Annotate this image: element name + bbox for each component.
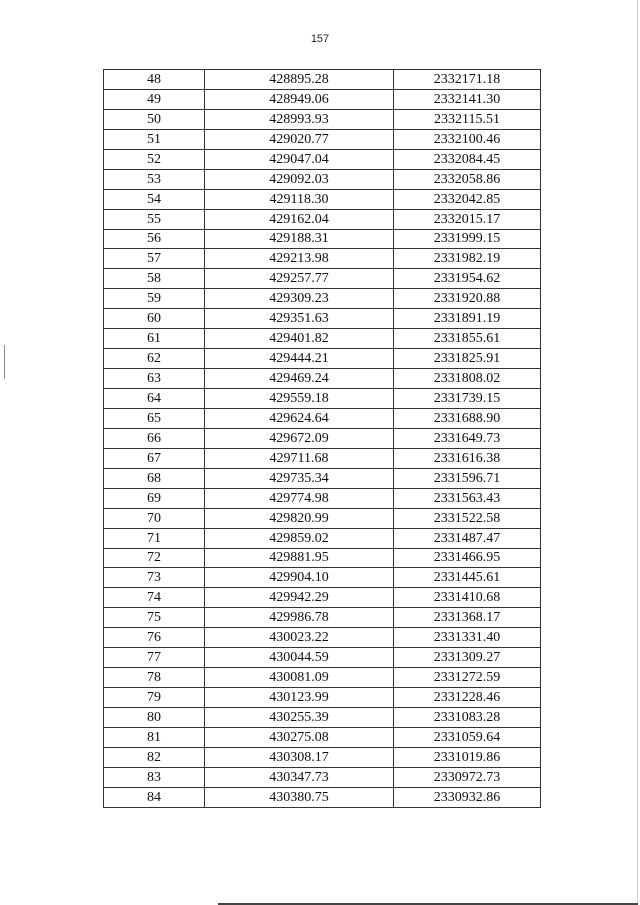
x-coordinate-cell: 429213.98 — [205, 249, 394, 269]
point-number-cell: 73 — [104, 568, 205, 588]
x-coordinate-cell: 430255.39 — [205, 708, 394, 728]
x-coordinate-cell: 429624.64 — [205, 408, 394, 428]
point-number-cell: 84 — [104, 787, 205, 807]
x-coordinate-cell: 430308.17 — [205, 747, 394, 767]
y-coordinate-cell: 2331891.19 — [394, 309, 541, 329]
y-coordinate-cell: 2331808.02 — [394, 369, 541, 389]
x-coordinate-cell: 429881.95 — [205, 548, 394, 568]
point-number-cell: 83 — [104, 767, 205, 787]
x-coordinate-cell: 430347.73 — [205, 767, 394, 787]
table-row — [104, 369, 541, 389]
y-coordinate-cell: 2331019.86 — [394, 747, 541, 767]
point-number-cell: 52 — [104, 149, 205, 169]
x-coordinate-cell: 429401.82 — [205, 329, 394, 349]
x-coordinate-cell: 429188.31 — [205, 229, 394, 249]
x-coordinate-cell: 430023.22 — [205, 628, 394, 648]
table-row — [104, 528, 541, 548]
x-coordinate-cell: 429469.24 — [205, 369, 394, 389]
point-number-cell: 61 — [104, 329, 205, 349]
page-number: 157 — [310, 33, 330, 45]
x-coordinate-cell: 429735.34 — [205, 468, 394, 488]
x-coordinate-cell: 430044.59 — [205, 648, 394, 668]
y-coordinate-cell: 2331309.27 — [394, 648, 541, 668]
table-row — [104, 70, 541, 90]
point-number-cell: 78 — [104, 668, 205, 688]
table-row — [104, 249, 541, 269]
point-number-cell: 69 — [104, 488, 205, 508]
point-number-cell: 67 — [104, 448, 205, 468]
table-row — [104, 209, 541, 229]
point-number-cell: 71 — [104, 528, 205, 548]
table-row — [104, 448, 541, 468]
table-row — [104, 109, 541, 129]
table-row — [104, 787, 541, 807]
x-coordinate-cell: 429820.99 — [205, 508, 394, 528]
x-coordinate-cell: 428949.06 — [205, 89, 394, 109]
table-row — [104, 648, 541, 668]
table-row — [104, 767, 541, 787]
point-number-cell: 76 — [104, 628, 205, 648]
x-coordinate-cell: 429859.02 — [205, 528, 394, 548]
y-coordinate-cell: 2331920.88 — [394, 289, 541, 309]
point-number-cell: 57 — [104, 249, 205, 269]
y-coordinate-cell: 2332042.85 — [394, 189, 541, 209]
point-number-cell: 74 — [104, 588, 205, 608]
x-coordinate-cell: 429444.21 — [205, 349, 394, 369]
point-number-cell: 82 — [104, 747, 205, 767]
y-coordinate-cell: 2330932.86 — [394, 787, 541, 807]
scan-edge-mark — [4, 345, 5, 379]
x-coordinate-cell: 429257.77 — [205, 269, 394, 289]
table-row — [104, 169, 541, 189]
y-coordinate-cell: 2331982.19 — [394, 249, 541, 269]
y-coordinate-cell: 2331954.62 — [394, 269, 541, 289]
table-row — [104, 727, 541, 747]
table-row — [104, 428, 541, 448]
table-row — [104, 488, 541, 508]
y-coordinate-cell: 2330972.73 — [394, 767, 541, 787]
x-coordinate-cell: 429904.10 — [205, 568, 394, 588]
table-row — [104, 747, 541, 767]
x-coordinate-cell: 428993.93 — [205, 109, 394, 129]
x-coordinate-cell: 430081.09 — [205, 668, 394, 688]
table-row — [104, 668, 541, 688]
x-coordinate-cell: 429774.98 — [205, 488, 394, 508]
y-coordinate-cell: 2331688.90 — [394, 408, 541, 428]
point-number-cell: 49 — [104, 89, 205, 109]
scan-right-edge — [637, 0, 638, 905]
point-number-cell: 54 — [104, 189, 205, 209]
y-coordinate-cell: 2331649.73 — [394, 428, 541, 448]
y-coordinate-cell: 2332100.46 — [394, 129, 541, 149]
table-row — [104, 269, 541, 289]
y-coordinate-cell: 2331083.28 — [394, 708, 541, 728]
point-number-cell: 80 — [104, 708, 205, 728]
y-coordinate-cell: 2331331.40 — [394, 628, 541, 648]
y-coordinate-cell: 2331825.91 — [394, 349, 541, 369]
point-number-cell: 48 — [104, 70, 205, 90]
point-number-cell: 56 — [104, 229, 205, 249]
table-row — [104, 588, 541, 608]
table-row — [104, 508, 541, 528]
y-coordinate-cell: 2331445.61 — [394, 568, 541, 588]
y-coordinate-cell: 2331487.47 — [394, 528, 541, 548]
y-coordinate-cell: 2332115.51 — [394, 109, 541, 129]
table-row — [104, 608, 541, 628]
y-coordinate-cell: 2331596.71 — [394, 468, 541, 488]
table-row — [104, 628, 541, 648]
point-number-cell: 62 — [104, 349, 205, 369]
y-coordinate-cell: 2331228.46 — [394, 688, 541, 708]
table-row — [104, 289, 541, 309]
point-number-cell: 59 — [104, 289, 205, 309]
point-number-cell: 72 — [104, 548, 205, 568]
point-number-cell: 65 — [104, 408, 205, 428]
point-number-cell: 66 — [104, 428, 205, 448]
point-number-cell: 79 — [104, 688, 205, 708]
table-row — [104, 129, 541, 149]
point-number-cell: 51 — [104, 129, 205, 149]
table-row — [104, 548, 541, 568]
x-coordinate-cell: 429092.03 — [205, 169, 394, 189]
point-number-cell: 58 — [104, 269, 205, 289]
table-row — [104, 408, 541, 428]
y-coordinate-cell: 2331999.15 — [394, 229, 541, 249]
y-coordinate-cell: 2331466.95 — [394, 548, 541, 568]
table-row — [104, 688, 541, 708]
x-coordinate-cell: 429672.09 — [205, 428, 394, 448]
point-number-cell: 70 — [104, 508, 205, 528]
x-coordinate-cell: 429559.18 — [205, 389, 394, 409]
y-coordinate-cell: 2332015.17 — [394, 209, 541, 229]
point-number-cell: 60 — [104, 309, 205, 329]
point-number-cell: 53 — [104, 169, 205, 189]
x-coordinate-cell: 428895.28 — [205, 70, 394, 90]
point-number-cell: 81 — [104, 727, 205, 747]
table-row — [104, 329, 541, 349]
point-number-cell: 64 — [104, 389, 205, 409]
y-coordinate-cell: 2331855.61 — [394, 329, 541, 349]
table-row — [104, 708, 541, 728]
y-coordinate-cell: 2331739.15 — [394, 389, 541, 409]
y-coordinate-cell: 2331563.43 — [394, 488, 541, 508]
y-coordinate-cell: 2331059.64 — [394, 727, 541, 747]
table-row — [104, 309, 541, 329]
table-row — [104, 149, 541, 169]
y-coordinate-cell: 2332084.45 — [394, 149, 541, 169]
table-row — [104, 89, 541, 109]
x-coordinate-cell: 429047.04 — [205, 149, 394, 169]
coordinate-table-body — [104, 70, 541, 808]
x-coordinate-cell: 430380.75 — [205, 787, 394, 807]
table-row — [104, 349, 541, 369]
y-coordinate-cell: 2332171.18 — [394, 70, 541, 90]
x-coordinate-cell: 429162.04 — [205, 209, 394, 229]
x-coordinate-cell: 429986.78 — [205, 608, 394, 628]
table-row — [104, 389, 541, 409]
y-coordinate-cell: 2331368.17 — [394, 608, 541, 628]
point-number-cell: 75 — [104, 608, 205, 628]
y-coordinate-cell: 2331410.68 — [394, 588, 541, 608]
x-coordinate-cell: 429711.68 — [205, 448, 394, 468]
table-row — [104, 229, 541, 249]
x-coordinate-cell: 429351.63 — [205, 309, 394, 329]
y-coordinate-cell: 2331616.38 — [394, 448, 541, 468]
x-coordinate-cell: 430275.08 — [205, 727, 394, 747]
x-coordinate-cell: 429020.77 — [205, 129, 394, 149]
point-number-cell: 50 — [104, 109, 205, 129]
y-coordinate-cell: 2331522.58 — [394, 508, 541, 528]
x-coordinate-cell: 429118.30 — [205, 189, 394, 209]
point-number-cell: 55 — [104, 209, 205, 229]
table-row — [104, 468, 541, 488]
point-number-cell: 68 — [104, 468, 205, 488]
y-coordinate-cell: 2332058.86 — [394, 169, 541, 189]
y-coordinate-cell: 2332141.30 — [394, 89, 541, 109]
y-coordinate-cell: 2331272.59 — [394, 668, 541, 688]
point-number-cell: 63 — [104, 369, 205, 389]
x-coordinate-cell: 430123.99 — [205, 688, 394, 708]
coordinate-table — [103, 69, 541, 808]
table-row — [104, 568, 541, 588]
x-coordinate-cell: 429942.29 — [205, 588, 394, 608]
point-number-cell: 77 — [104, 648, 205, 668]
x-coordinate-cell: 429309.23 — [205, 289, 394, 309]
table-row — [104, 189, 541, 209]
